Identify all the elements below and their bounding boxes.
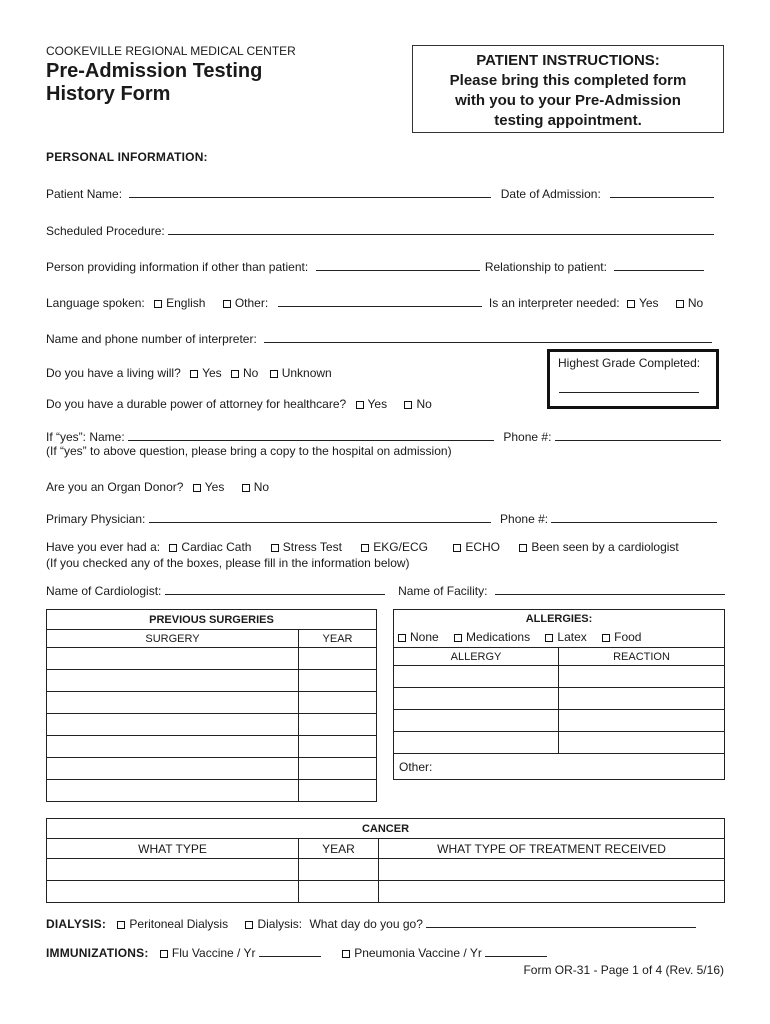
- dialysis-day-field[interactable]: [426, 915, 696, 928]
- table-row: [394, 710, 725, 732]
- primary-physician-label: Primary Physician:: [46, 512, 146, 526]
- dialysis-label: DIALYSIS:: [46, 917, 107, 931]
- facility-field[interactable]: [495, 582, 725, 595]
- cardiologist-row: [46, 582, 725, 598]
- cardiologist-seen-option: Been seen by a cardiologist: [531, 540, 679, 554]
- year-column-header: YEAR: [299, 630, 377, 648]
- reaction-cell[interactable]: [559, 666, 725, 688]
- table-row: [394, 732, 725, 754]
- poa-row: [46, 397, 432, 411]
- allergies-title: ALLERGIES:: [394, 610, 725, 628]
- poa-phone-field[interactable]: [555, 428, 721, 441]
- english-checkbox[interactable]: [154, 300, 162, 308]
- instructions-heading: PATIENT INSTRUCTIONS:: [476, 52, 660, 69]
- personal-info-heading: PERSONAL INFORMATION:: [46, 150, 208, 164]
- allergy-cell[interactable]: [394, 666, 559, 688]
- table-row: [394, 688, 725, 710]
- cancer-treatment-column-header: WHAT TYPE OF TREATMENT RECEIVED: [379, 839, 725, 859]
- highest-grade-label: Highest Grade Completed:: [558, 356, 701, 370]
- physician-row: [46, 510, 717, 526]
- cancer-title: CANCER: [47, 819, 725, 839]
- table-row: [47, 736, 377, 758]
- instructions-line: with you to your Pre-Admission: [455, 92, 681, 109]
- allergy-medications-option: Medications: [466, 630, 531, 645]
- peritoneal-dialysis-checkbox[interactable]: [117, 921, 125, 929]
- interpreter-no-checkbox[interactable]: [676, 300, 684, 308]
- poa-phone-label: Phone #:: [503, 430, 552, 444]
- interpreter-no-option: No: [687, 296, 704, 310]
- allergies-table: [393, 609, 725, 780]
- surgery-cell[interactable]: [47, 648, 299, 670]
- allergy-latex-option: Latex: [557, 630, 587, 645]
- pneumonia-vaccine-checkbox[interactable]: [342, 950, 350, 958]
- living-will-row: [46, 366, 332, 380]
- organization-name: COOKEVILLE REGIONAL MEDICAL CENTER: [46, 44, 296, 58]
- poa-label: Do you have a durable power of attorney for healthcare?: [46, 397, 347, 411]
- scheduled-procedure-field[interactable]: [168, 222, 714, 235]
- immunizations-label: IMMUNIZATIONS:: [46, 946, 149, 960]
- patient-name-row: [46, 185, 714, 201]
- poa-no-option: No: [416, 397, 432, 411]
- physician-phone-label: Phone #:: [500, 512, 549, 526]
- cancer-treatment-cell[interactable]: [379, 881, 725, 903]
- allergy-cell[interactable]: [394, 688, 559, 710]
- poa-yes-option: Yes: [367, 397, 388, 411]
- year-cell[interactable]: [299, 692, 377, 714]
- organ-donor-yes-option: Yes: [204, 480, 225, 494]
- poa-no-checkbox[interactable]: [404, 401, 412, 409]
- surgery-cell[interactable]: [47, 758, 299, 780]
- interpreter-needed-label: Is an interpreter needed:: [488, 296, 620, 310]
- living-will-no-option: No: [243, 366, 259, 380]
- cardio-row: [46, 540, 679, 554]
- dialysis-row: [46, 915, 696, 931]
- dialysis-day-label: What day do you go?: [309, 917, 423, 931]
- poa-name-row: [46, 428, 721, 444]
- allergy-options: [394, 628, 725, 648]
- living-will-yes-option: Yes: [202, 366, 222, 380]
- ekg-option: EKG/ECG: [373, 540, 428, 554]
- echo-option: ECHO: [465, 540, 500, 554]
- cardiologist-field[interactable]: [165, 582, 385, 595]
- cancer-table: [46, 818, 725, 903]
- table-row: [47, 692, 377, 714]
- scheduled-procedure-label: Scheduled Procedure:: [46, 224, 165, 238]
- year-cell[interactable]: [299, 648, 377, 670]
- reaction-cell[interactable]: [559, 710, 725, 732]
- poa-name-label: If “yes”: Name:: [46, 430, 125, 444]
- table-row: [47, 714, 377, 736]
- interpreter-name-row: [46, 330, 712, 346]
- dialysis-option: Dialysis:: [257, 917, 303, 931]
- instructions-line: testing appointment.: [494, 112, 642, 129]
- living-will-unknown-option: Unknown: [281, 366, 332, 380]
- cardiologist-label: Name of Cardiologist:: [46, 584, 162, 598]
- form-title-line1: Pre-Admission Testing: [46, 60, 263, 82]
- language-row: [46, 294, 703, 310]
- allergy-cell[interactable]: [394, 732, 559, 754]
- previous-surgeries-table: [46, 609, 377, 802]
- dialysis-checkbox[interactable]: [245, 921, 253, 929]
- year-cell[interactable]: [299, 670, 377, 692]
- cardio-note: (If you checked any of the boxes, please fill in the information below): [46, 556, 410, 570]
- patient-name-field[interactable]: [129, 185, 491, 198]
- table-row: [47, 881, 725, 903]
- organ-donor-yes-checkbox[interactable]: [193, 484, 201, 492]
- interpreter-yes-option: Yes: [638, 296, 659, 310]
- relationship-field[interactable]: [614, 258, 704, 271]
- cancer-year-column-header: YEAR: [299, 839, 379, 859]
- organ-donor-no-checkbox[interactable]: [242, 484, 250, 492]
- instructions-line: Please bring this completed form: [449, 72, 687, 89]
- allergy-none-checkbox[interactable]: [398, 634, 406, 642]
- year-cell[interactable]: [299, 736, 377, 758]
- form-footer: Form OR-31 - Page 1 of 4 (Rev. 5/16): [523, 963, 724, 977]
- surgery-cell[interactable]: [47, 714, 299, 736]
- year-cell[interactable]: [299, 780, 377, 802]
- allergy-none-option: None: [410, 630, 439, 645]
- organ-donor-label: Are you an Organ Donor?: [46, 480, 184, 494]
- surgery-column-header: SURGERY: [47, 630, 299, 648]
- year-cell[interactable]: [299, 758, 377, 780]
- pneumonia-vaccine-year-field[interactable]: [485, 944, 547, 957]
- person-providing-row: [46, 258, 704, 274]
- surgery-cell[interactable]: [47, 670, 299, 692]
- allergy-other-label: Other:: [399, 759, 433, 774]
- form-title: [46, 60, 262, 106]
- cancer-year-cell[interactable]: [299, 881, 379, 903]
- table-row: [47, 670, 377, 692]
- organ-donor-row: [46, 480, 269, 494]
- surgery-cell[interactable]: [47, 736, 299, 758]
- living-will-yes-checkbox[interactable]: [190, 370, 198, 378]
- allergy-cell[interactable]: [394, 710, 559, 732]
- surgery-cell[interactable]: [47, 692, 299, 714]
- other-language-field[interactable]: [278, 294, 482, 307]
- stress-test-option: Stress Test: [282, 540, 342, 554]
- poa-yes-checkbox[interactable]: [356, 401, 364, 409]
- cardiac-cath-checkbox[interactable]: [169, 544, 177, 552]
- cancer-type-cell[interactable]: [47, 859, 299, 881]
- poa-name-field[interactable]: [128, 428, 494, 441]
- pneumonia-vaccine-option: Pneumonia Vaccine / Yr: [354, 946, 482, 960]
- cancer-year-cell[interactable]: [299, 859, 379, 881]
- table-row: [47, 648, 377, 670]
- interpreter-name-field[interactable]: [264, 330, 712, 343]
- organ-donor-no-option: No: [253, 480, 270, 494]
- reaction-cell[interactable]: [559, 688, 725, 710]
- interpreter-name-label: Name and phone number of interpreter:: [46, 332, 257, 346]
- year-cell[interactable]: [299, 714, 377, 736]
- interpreter-yes-checkbox[interactable]: [627, 300, 635, 308]
- cancer-treatment-cell[interactable]: [379, 859, 725, 881]
- living-will-label: Do you have a living will?: [46, 366, 181, 380]
- person-providing-field[interactable]: [316, 258, 480, 271]
- surgery-cell[interactable]: [47, 780, 299, 802]
- other-language-option: Other:: [234, 296, 269, 310]
- ekg-checkbox[interactable]: [361, 544, 369, 552]
- flu-vaccine-checkbox[interactable]: [160, 950, 168, 958]
- cardiologist-seen-checkbox[interactable]: [519, 544, 527, 552]
- allergy-medications-checkbox[interactable]: [454, 634, 462, 642]
- echo-checkbox[interactable]: [453, 544, 461, 552]
- primary-physician-field[interactable]: [149, 510, 491, 523]
- date-admission-field[interactable]: [610, 185, 714, 198]
- other-language-checkbox[interactable]: [223, 300, 231, 308]
- cancer-type-column-header: WHAT TYPE: [47, 839, 299, 859]
- english-option: English: [166, 296, 206, 310]
- allergy-other-field[interactable]: [394, 754, 725, 780]
- procedure-row: [46, 222, 714, 238]
- form-title-line2: History Form: [46, 83, 171, 105]
- highest-grade-box: [547, 349, 719, 409]
- peritoneal-dialysis-option: Peritoneal Dialysis: [129, 917, 229, 931]
- cardiac-cath-option: Cardiac Cath: [181, 540, 252, 554]
- person-providing-label: Person providing information if other than patient:: [46, 260, 309, 274]
- cancer-type-cell[interactable]: [47, 881, 299, 903]
- physician-phone-field[interactable]: [551, 510, 717, 523]
- facility-label: Name of Facility:: [398, 584, 488, 598]
- living-will-no-checkbox[interactable]: [231, 370, 239, 378]
- cardio-label: Have you ever had a:: [46, 540, 161, 554]
- patient-instructions-box: [412, 45, 724, 133]
- surgeries-title: PREVIOUS SURGERIES: [47, 610, 377, 630]
- allergy-latex-checkbox[interactable]: [545, 634, 553, 642]
- table-row: [47, 780, 377, 802]
- reaction-cell[interactable]: [559, 732, 725, 754]
- allergy-column-header: ALLERGY: [394, 648, 559, 666]
- language-label: Language spoken:: [46, 296, 145, 310]
- allergy-food-checkbox[interactable]: [602, 634, 610, 642]
- relationship-label: Relationship to patient:: [484, 260, 607, 274]
- table-row: [47, 859, 725, 881]
- highest-grade-field[interactable]: [559, 392, 699, 393]
- flu-vaccine-option: Flu Vaccine / Yr: [171, 946, 256, 960]
- table-row: [394, 666, 725, 688]
- living-will-unknown-checkbox[interactable]: [270, 370, 278, 378]
- allergy-food-option: Food: [614, 630, 642, 645]
- table-row: [47, 758, 377, 780]
- poa-note: (If “yes” to above question, please bring a copy to the hospital on admission): [46, 444, 452, 458]
- date-admission-label: Date of Admission:: [500, 187, 601, 201]
- flu-vaccine-year-field[interactable]: [259, 944, 321, 957]
- patient-name-label: Patient Name:: [46, 187, 123, 201]
- immunizations-row: [46, 944, 547, 960]
- stress-test-checkbox[interactable]: [271, 544, 279, 552]
- reaction-column-header: REACTION: [559, 648, 725, 666]
